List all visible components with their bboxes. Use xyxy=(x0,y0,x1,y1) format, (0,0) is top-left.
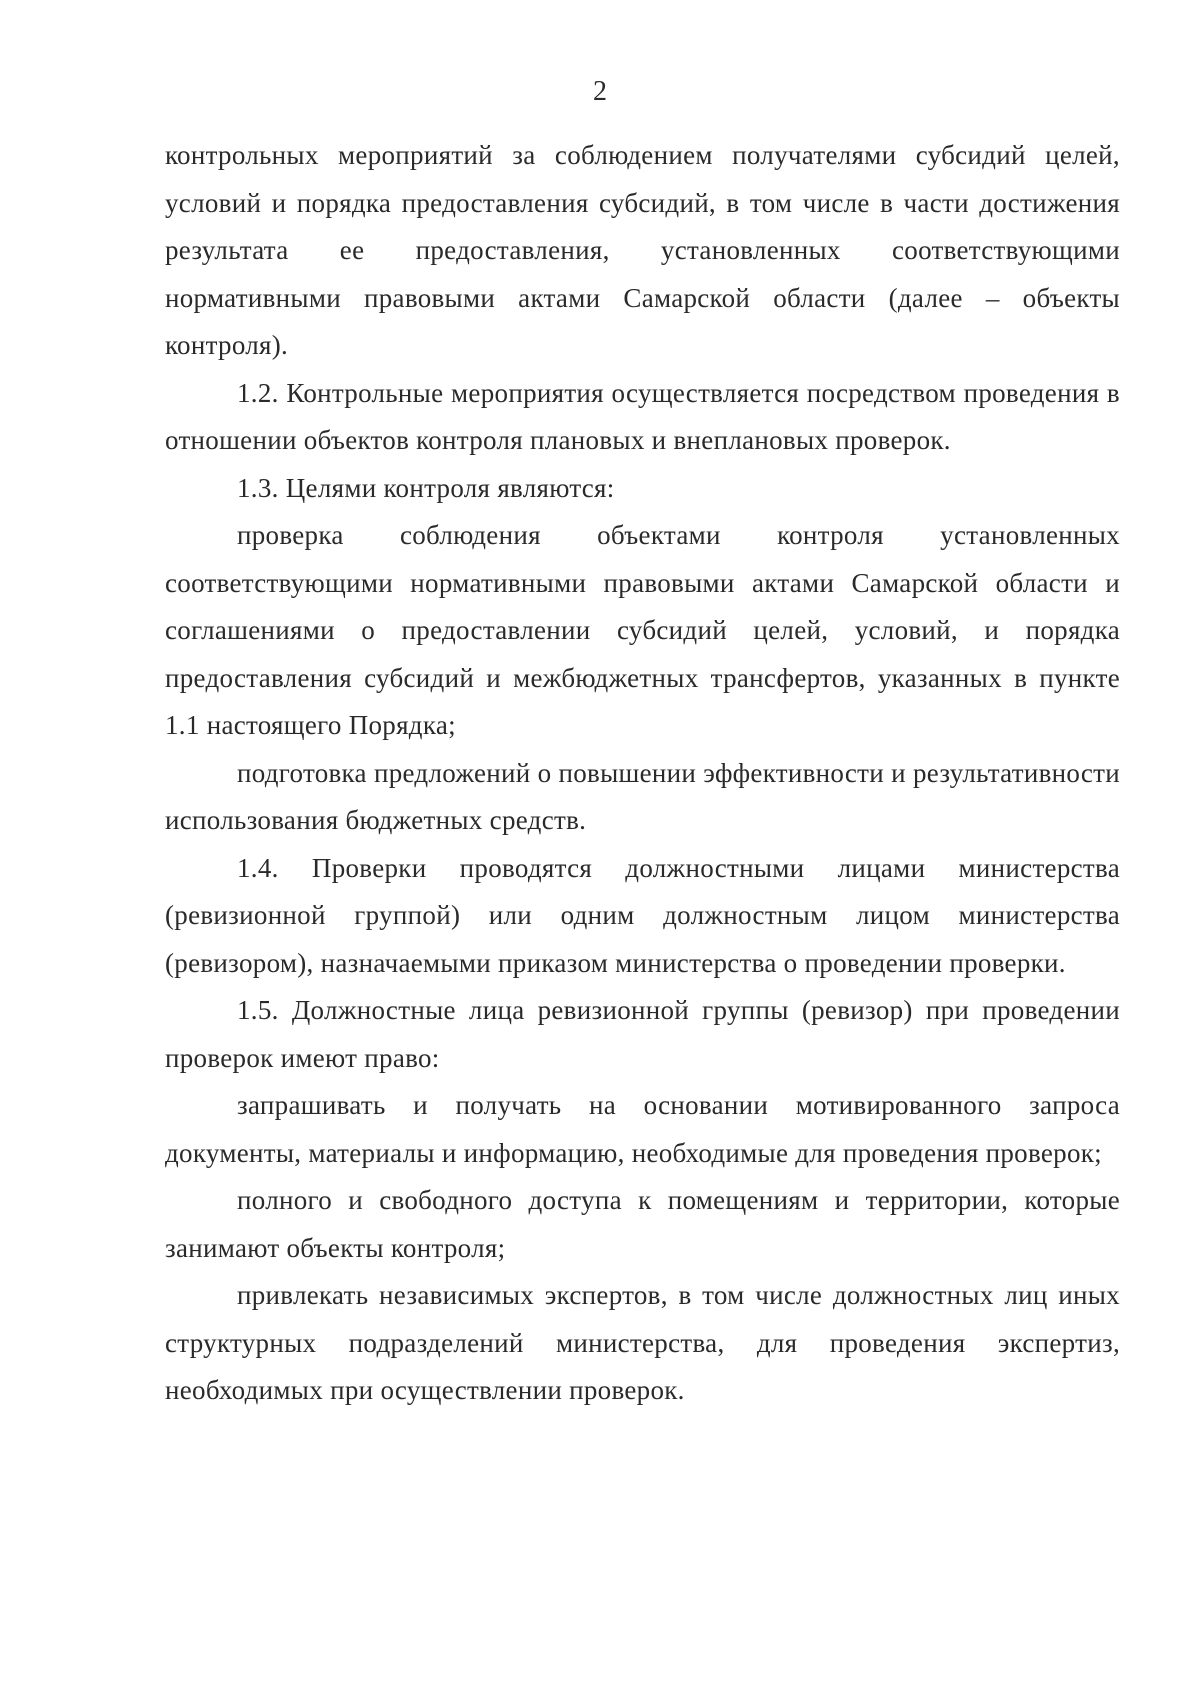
paragraph-intro-continuation: контрольных мероприятий за соблюдением получателями субсидий целей, условий и порядка предоставления субсидий, в том числе в части достижения результата ее предоставления, установленных соответствующими нормативными правовыми актами Самарской области (далее – объекты контроля). xyxy=(165,140,1120,360)
paragraph-right-experts: привлекать независимых экспертов, в том числе должностных лиц иных структурных подразделений министерства, для проведения экспертиз, необходимых при осуществлении проверок. xyxy=(165,1280,1120,1405)
paragraph-1-3: 1.3. Целями контроля являются: xyxy=(237,472,615,503)
document-body xyxy=(165,132,1120,1415)
paragraph-right-access: полного и свободного доступа к помещениям и территории, которые занимают объекты контроля; xyxy=(165,1185,1120,1263)
paragraph-1-4: 1.4. Проверки проводятся должностными лицами министерства (ревизионной группой) или одним должностным лицом министерства (ревизором), назначаемыми приказом министерства о проведении проверки. xyxy=(165,852,1120,978)
paragraph-1-5: 1.5. Должностные лица ревизионной группы (ревизор) при проведении проверок имеют право: xyxy=(165,995,1120,1073)
paragraph-1-2: 1.2. Контрольные мероприятия осуществляется посредством проведения в отношении объектов контроля плановых и внеплановых проверок. xyxy=(165,377,1120,455)
paragraph-right-request: запрашивать и получать на основании мотивированного запроса документы, материалы и информацию, необходимые для проведения проверок; xyxy=(165,1090,1120,1168)
paragraph-goal-check: проверка соблюдения объектами контроля установленных соответствующими нормативными правовыми актами Самарской области и соглашениями о предоставлении субсидий целей, условий, и порядка предоставления субсидий и межбюджетных трансфертов, указанных в пункте 1.1 настоящего Порядка; xyxy=(165,520,1120,740)
paragraph-goal-proposals: подготовка предложений о повышении эффективности и результативности использования бюджетных средств. xyxy=(165,757,1120,835)
page-number: 2 xyxy=(593,76,607,107)
